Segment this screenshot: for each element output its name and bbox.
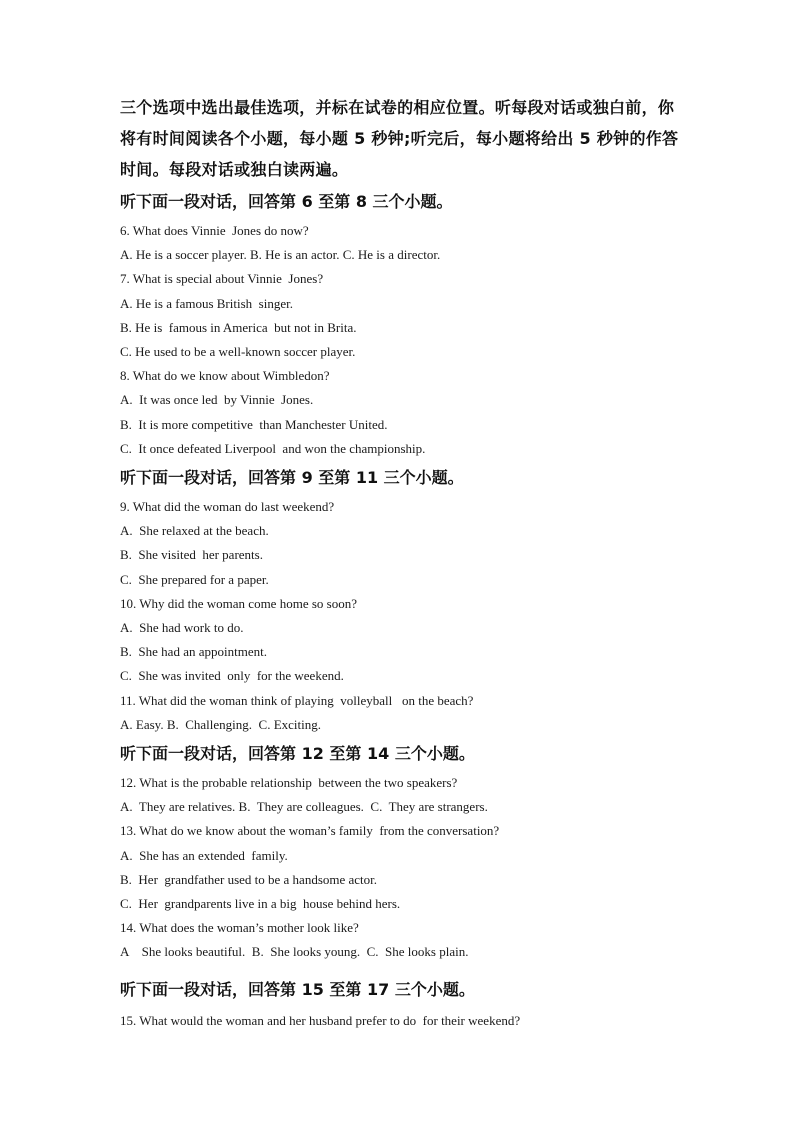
question-11: 11. What did the woman think of playing volleyball on the beach? [120, 692, 474, 708]
option-7a: A. He is a famous British singer. [120, 295, 293, 311]
option-10b: B. She had an appointment. [120, 644, 267, 660]
options-12: A. They are relatives. B. They are colleagues. C. They are strangers. [120, 799, 488, 815]
question-8: 8. What do we know about Wimbledon? [120, 368, 330, 384]
option-9a: A. She relaxed at the beach. [120, 523, 269, 539]
option-9c: C. She prepared for a paper. [120, 571, 269, 587]
section-q6-8 [120, 191, 690, 461]
option-8b: B. It is more competitive than Manchester United. [120, 416, 388, 432]
option-8c: C. It once defeated Liverpool and won the championship. [120, 440, 426, 456]
question-14: 14. What does the woman’s mother look like? [120, 920, 359, 936]
option-13c: C. Her grandparents live in a big house behind hers. [120, 896, 401, 912]
option-10a: A. She had work to do. [120, 620, 244, 636]
question-13: 13. What do we know about the woman’s family from the conversation? [120, 823, 500, 839]
options-14: A She looks beautiful. B. She looks young. C. She looks plain. [120, 944, 469, 960]
question-9: 9. What did the woman do last weekend? [120, 499, 335, 515]
question-15: 15. What would the woman and her husband prefer to do for their weekend? [120, 1012, 521, 1028]
option-13a: A. She has an extended family. [120, 847, 288, 863]
question-10: 10. Why did the woman come home so soon? [120, 595, 357, 611]
option-8a: A. It was once led by Vinnie Jones. [120, 392, 314, 408]
question-7: 7. What is special about Vinnie Jones? [120, 271, 324, 287]
section-heading: 听下面一段对话，回答第 9 至第 11 三个小题。 [120, 468, 464, 488]
section-heading: 听下面一段对话，回答第 6 至第 8 三个小题。 [120, 192, 453, 211]
section-heading: 听下面一段对话，回答第 12 至第 14 三个小题。 [120, 744, 475, 764]
option-10c: C. She was invited only for the weekend. [120, 668, 344, 684]
option-9b: B. She visited her parents. [120, 547, 263, 563]
option-13b: B. Her grandfather used to be a handsome actor. [120, 871, 378, 887]
page-content [120, 92, 690, 1033]
section-q12-14 [120, 743, 690, 965]
section-q9-11 [120, 467, 690, 737]
listening-instructions: 三个选项中选出最佳选项，并标在试卷的相应位置。听每段对话或独白前，你将有时间阅读各个小题，每小题 5 秒钟;听完后，每小题将给出 5 秒钟的作答时间。每段对话或独白读两遍。 [120, 98, 679, 179]
question-12: 12. What is the probable relationship between the two speakers? [120, 775, 458, 791]
option-7c: C. He used to be a well-known soccer player. [120, 344, 356, 360]
option-7b: B. He is famous in America but not in Brita. [120, 319, 357, 335]
section-heading: 听下面一段对话，回答第 15 至第 17 三个小题。 [120, 979, 475, 999]
section-q15-17 [120, 979, 690, 1033]
options-11: A. Easy. B. Challenging. C. Exciting. [120, 716, 321, 732]
options-6: A. He is a soccer player. B. He is an actor. C. He is a director. [120, 247, 441, 263]
question-6: 6. What does Vinnie Jones do now? [120, 223, 309, 238]
